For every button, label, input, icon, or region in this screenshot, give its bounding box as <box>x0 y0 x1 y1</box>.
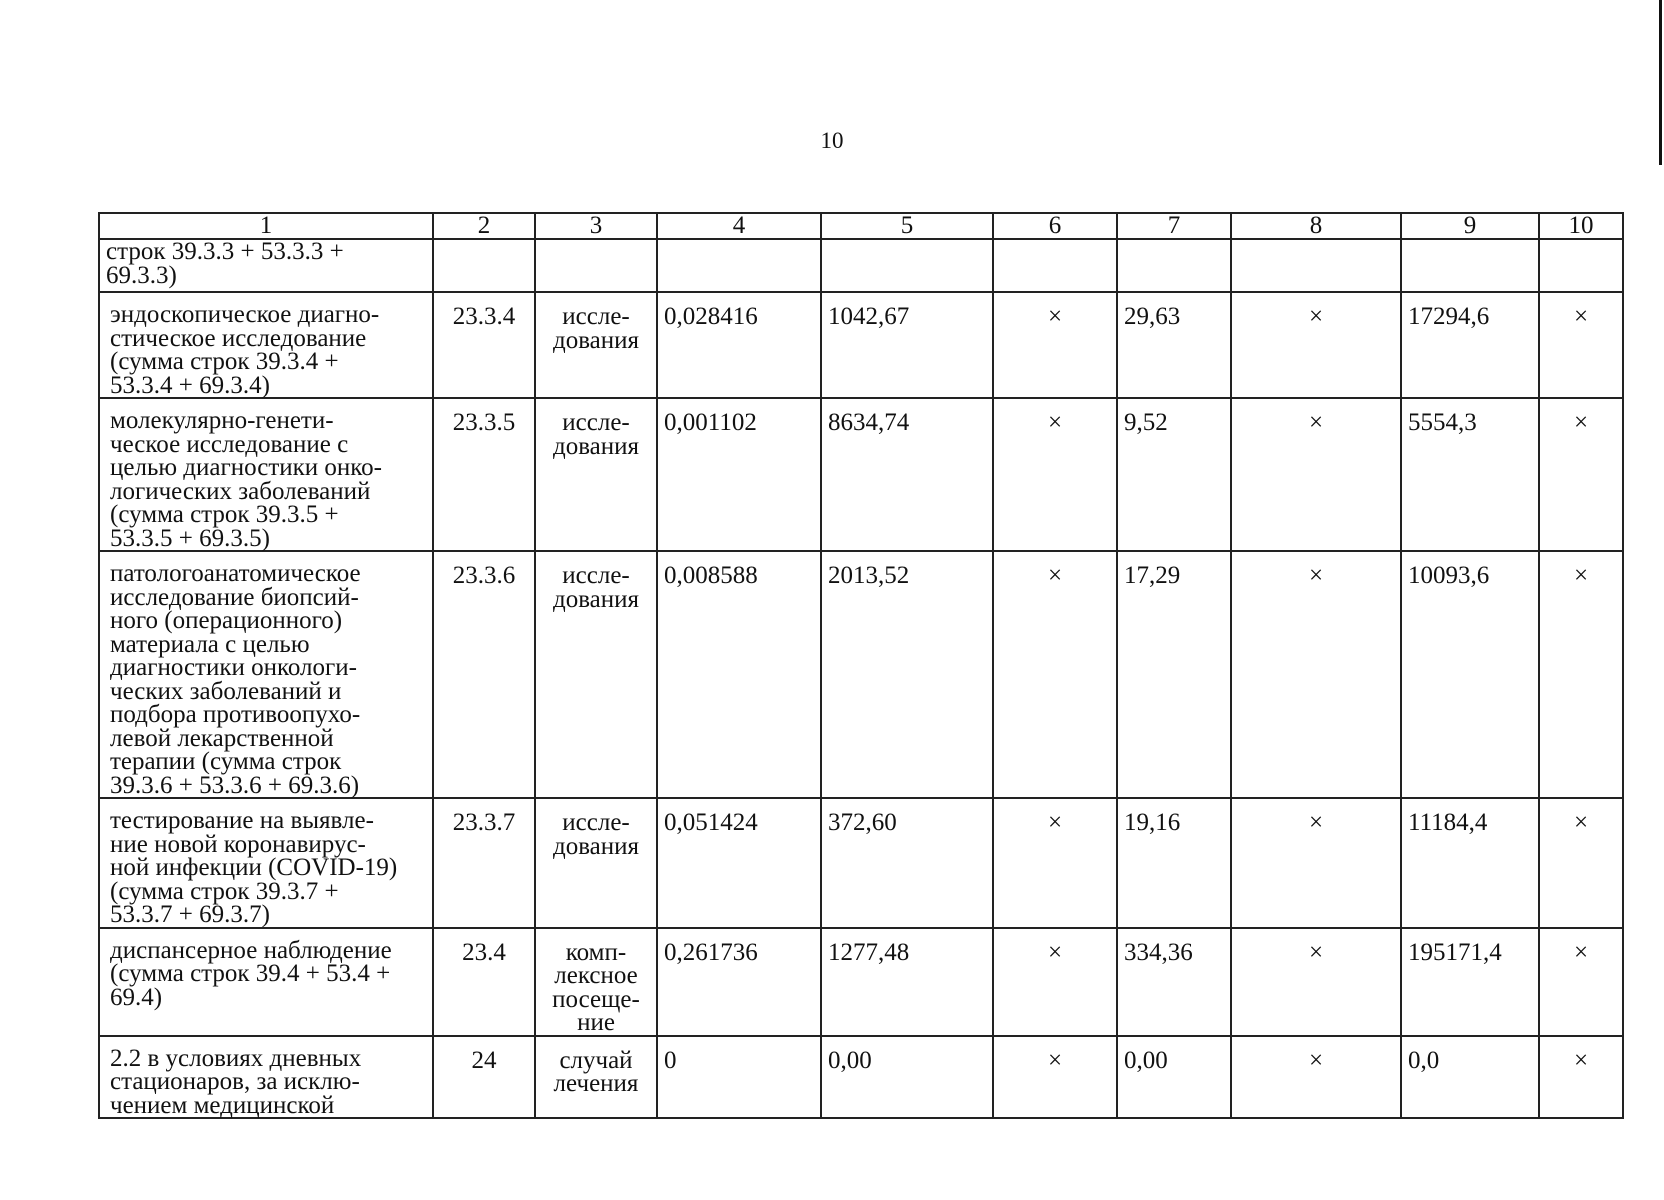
column-header: 10 <box>1539 213 1623 239</box>
total-value-cell: 10093,6 <box>1401 551 1539 798</box>
norm-value-cell: 0,028416 <box>657 292 821 398</box>
total-value-cell: 195171,4 <box>1401 928 1539 1036</box>
row-code-cell: 23.3.6 <box>433 551 535 798</box>
cross-mark-cell: × <box>1231 551 1401 798</box>
data-table <box>98 212 1624 1119</box>
cost-value-cell: 1042,67 <box>821 292 993 398</box>
norm-value-cell: 0,001102 <box>657 398 821 551</box>
norm-value-cell: 0,261736 <box>657 928 821 1036</box>
unit-line: иссле- <box>562 409 630 436</box>
norm-value-cell: 0,051424 <box>657 798 821 928</box>
unit-line: ние <box>577 1009 615 1036</box>
row-name-line: 39.3.6 + 53.3.6 + 69.3.6) <box>110 771 360 799</box>
row-name-cell <box>99 398 433 551</box>
empty-cell <box>1231 239 1401 292</box>
row-name-cell <box>99 1036 433 1119</box>
row-name-cell <box>99 292 433 398</box>
row-code-cell: 23.3.5 <box>433 398 535 551</box>
cost-value-cell: 2013,52 <box>821 551 993 798</box>
total-value-cell: 11184,4 <box>1401 798 1539 928</box>
row-name-line: (сумма строк 39.4 + 53.4 + <box>110 960 391 987</box>
total-value-cell: 17294,6 <box>1401 292 1539 398</box>
per-capita-value-cell: 19,16 <box>1117 798 1231 928</box>
row-name-line: логических заболеваний <box>110 477 371 505</box>
unit-line: комп- <box>565 938 627 966</box>
row-name-line: левой лекарственной <box>110 724 334 752</box>
cross-mark-cell: × <box>993 798 1117 928</box>
column-header: 6 <box>993 213 1117 239</box>
row-name-line: (сумма строк 39.3.4 + <box>110 348 339 375</box>
unit-cell <box>535 928 657 1036</box>
cross-mark-cell: × <box>993 398 1117 551</box>
empty-cell <box>535 239 657 292</box>
row-code-cell: 23.3.7 <box>433 798 535 928</box>
cross-mark-cell: × <box>1539 798 1623 928</box>
unit-line: дования <box>552 585 640 613</box>
empty-cell <box>657 239 821 292</box>
cross-mark-cell: × <box>1539 1036 1623 1119</box>
row-name-cell <box>99 239 433 292</box>
row-name-line: тестирование на выявле- <box>110 807 374 834</box>
norm-value-cell: 0 <box>657 1036 821 1119</box>
per-capita-value-cell: 0,00 <box>1117 1036 1231 1119</box>
row-code-cell: 23.4 <box>433 928 535 1036</box>
per-capita-value-cell: 29,63 <box>1117 292 1231 398</box>
empty-cell <box>821 239 993 292</box>
row-name-line: эндоскопическое диагно- <box>110 301 380 328</box>
row-name-cell <box>99 928 433 1036</box>
cross-mark-cell: × <box>993 1036 1117 1119</box>
table-row <box>99 551 1623 798</box>
empty-cell <box>1539 239 1623 292</box>
row-name-line: патологоанатомическое <box>110 560 361 587</box>
column-header: 3 <box>535 213 657 239</box>
total-value-cell: 5554,3 <box>1401 398 1539 551</box>
table-row <box>99 1036 1623 1119</box>
cost-value-cell: 372,60 <box>821 798 993 928</box>
row-code-cell: 23.3.4 <box>433 292 535 398</box>
cross-mark-cell: × <box>1539 398 1623 551</box>
unit-line: иссле- <box>562 562 630 589</box>
cross-mark-cell: × <box>1231 928 1401 1036</box>
page-number: 10 <box>820 128 844 153</box>
column-header: 9 <box>1401 213 1539 239</box>
row-name-cell <box>99 798 433 928</box>
row-name-line: молекулярно-генети- <box>110 407 334 434</box>
row-name-line: ческих заболеваний и <box>110 677 342 705</box>
cost-value-cell: 1277,48 <box>821 928 993 1036</box>
row-name-line: ние новой коронавирус- <box>110 830 366 858</box>
row-name-cell <box>99 551 433 798</box>
unit-cell <box>535 551 657 798</box>
cross-mark-cell: × <box>1231 798 1401 928</box>
unit-cell <box>535 798 657 928</box>
continuation-row <box>99 239 1623 292</box>
row-name-line: подбора противоопухо- <box>110 701 361 728</box>
row-name-line: (сумма строк 39.3.5 + <box>110 501 339 528</box>
table-body <box>99 213 1623 1118</box>
total-value-cell: 0,0 <box>1401 1036 1539 1119</box>
unit-line: дования <box>552 832 640 860</box>
unit-line: дования <box>552 432 640 460</box>
empty-cell <box>433 239 535 292</box>
column-header: 7 <box>1117 213 1231 239</box>
unit-line: лексное <box>554 962 638 989</box>
column-number-row <box>99 213 1623 239</box>
empty-cell <box>1401 239 1539 292</box>
row-name-line: материала с целью <box>110 630 310 658</box>
table-row <box>99 928 1623 1036</box>
cross-mark-cell: × <box>993 292 1117 398</box>
cross-mark-cell: × <box>1231 1036 1401 1119</box>
unit-line: лечения <box>553 1070 639 1097</box>
column-header: 5 <box>821 213 993 239</box>
norm-value-cell: 0,008588 <box>657 551 821 798</box>
cross-mark-cell: × <box>1539 292 1623 398</box>
per-capita-value-cell: 334,36 <box>1117 928 1231 1036</box>
row-name-line: 69.4) <box>110 983 163 1011</box>
column-header: 1 <box>99 213 433 239</box>
unit-cell <box>535 292 657 398</box>
row-name-line: 53.3.7 + 69.3.7) <box>110 901 270 928</box>
cross-mark-cell: × <box>1539 928 1623 1036</box>
row-name-line: ного (операционного) <box>110 607 343 634</box>
row-name-line: стическое исследование <box>110 324 367 352</box>
column-header: 4 <box>657 213 821 239</box>
empty-cell <box>993 239 1117 292</box>
row-name-line: 53.3.5 + 69.3.5) <box>110 524 270 552</box>
row-name-line: 2.2 в условиях дневных <box>110 1044 362 1072</box>
cross-mark-cell: × <box>993 551 1117 798</box>
unit-cell <box>535 1036 657 1119</box>
row-name-line: диспансерное наблюдение <box>110 936 392 964</box>
cross-mark-cell: × <box>1539 551 1623 798</box>
unit-line: посеще- <box>552 985 640 1013</box>
page-edge-mark <box>1659 0 1662 165</box>
row-name-line: 53.3.4 + 69.3.4) <box>110 371 270 399</box>
empty-cell <box>1117 239 1231 292</box>
column-header: 8 <box>1231 213 1401 239</box>
cost-value-cell: 8634,74 <box>821 398 993 551</box>
per-capita-value-cell: 17,29 <box>1117 551 1231 798</box>
table-row <box>99 398 1623 551</box>
cross-mark-cell: × <box>1231 398 1401 551</box>
row-name-line: терапии (сумма строк <box>110 748 342 775</box>
unit-line: случай <box>559 1046 633 1074</box>
row-name-line: ной инфекции (COVID-19) <box>110 854 398 881</box>
row-name-line: чением медицинской <box>110 1091 335 1119</box>
table-row <box>99 798 1623 928</box>
unit-line: дования <box>552 326 640 354</box>
unit-line: иссле- <box>562 303 630 330</box>
row-name-line: строк 39.3.3 + 53.3.3 + <box>106 238 344 265</box>
per-capita-value-cell: 9,52 <box>1117 398 1231 551</box>
cross-mark-cell: × <box>993 928 1117 1036</box>
cost-value-cell: 0,00 <box>821 1036 993 1119</box>
row-name-line: ческое исследование с <box>110 430 349 458</box>
unit-cell <box>535 398 657 551</box>
cross-mark-cell: × <box>1231 292 1401 398</box>
row-code-cell: 24 <box>433 1036 535 1119</box>
row-name-line: 69.3.3) <box>106 261 177 289</box>
row-name-line: (сумма строк 39.3.7 + <box>110 877 339 905</box>
row-name-line: исследование биопсий- <box>110 583 359 611</box>
row-name-line: диагностики онкологи- <box>110 654 357 681</box>
column-header: 2 <box>433 213 535 239</box>
row-name-line: целью диагностики онко- <box>110 454 382 481</box>
row-name-line: стационаров, за исклю- <box>110 1068 360 1095</box>
table-row <box>99 292 1623 398</box>
unit-line: иссле- <box>562 809 630 836</box>
